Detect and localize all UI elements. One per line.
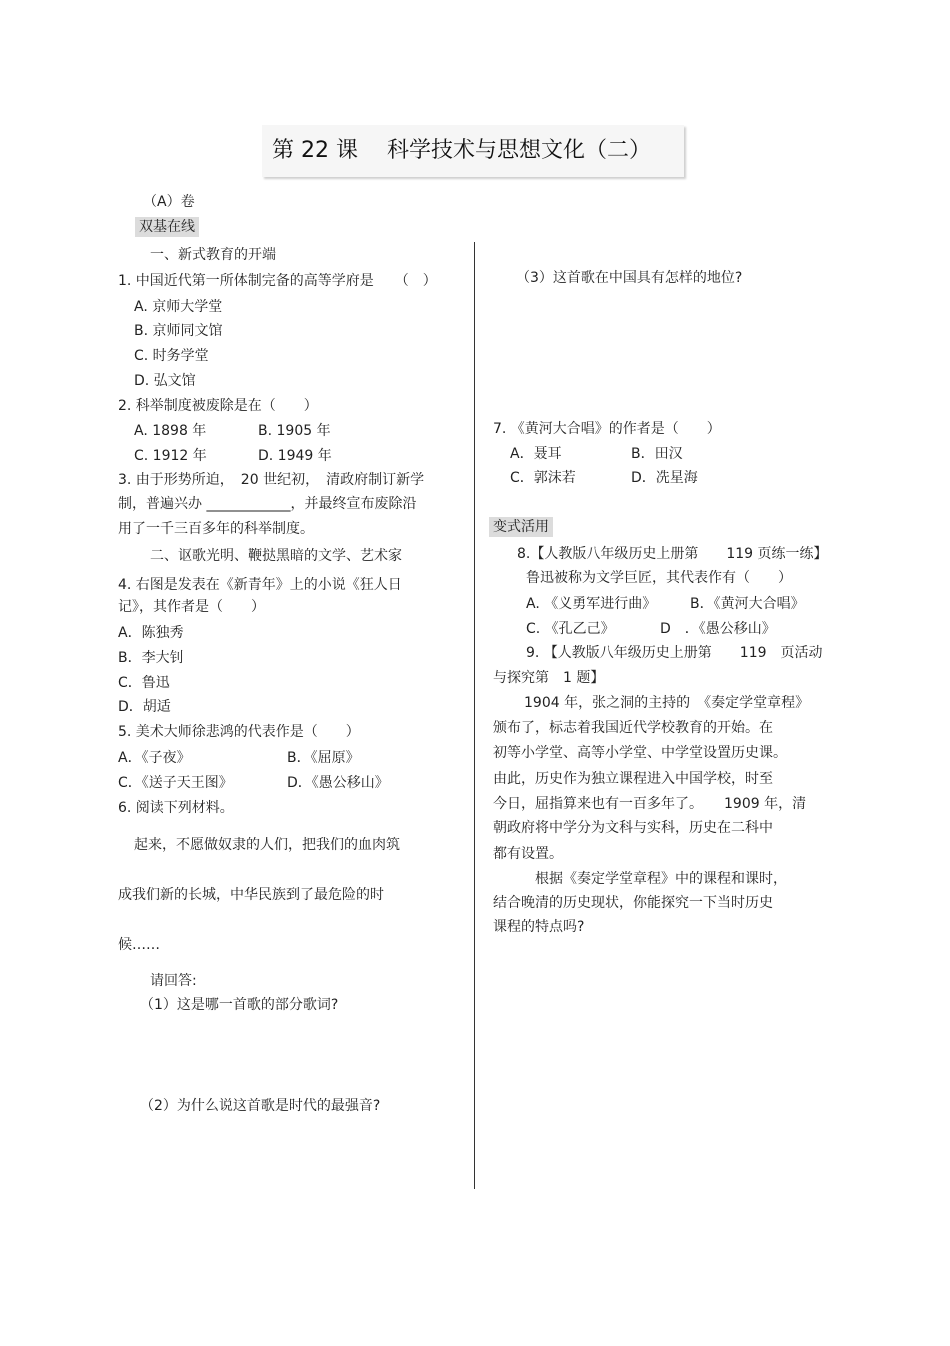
section-heading-1: 一、新式教育的开端 xyxy=(150,247,276,263)
question-4-line2: 记》，其作者是（ ） xyxy=(118,599,265,615)
question-6-2: （2）为什么说这首歌是时代的最强音? xyxy=(140,1098,381,1114)
section-tag-variant: 变式活用 xyxy=(489,517,553,537)
q2-option-c: C. 1912 年 xyxy=(134,448,207,464)
question-2: 2. 科举制度被废除是在（ ） xyxy=(118,398,318,414)
q7-option-c: C．郭沫若 xyxy=(510,470,576,486)
q4-option-d: D．胡适 xyxy=(118,699,171,715)
question-6: 6. 阅读下列材料。 xyxy=(118,800,234,816)
q9-passage-3: 初等小学堂、高等小学堂、中学堂设置历史课。 xyxy=(493,745,787,761)
q4-option-b: B．李大钊 xyxy=(118,650,184,666)
q9-passage-9: 结合晚清的历史现状，你能探究一下当时历史 xyxy=(493,895,773,911)
q1-option-d: D. 弘文馆 xyxy=(134,373,196,389)
q1-option-a: A. 京师大学堂 xyxy=(134,299,223,315)
q9-passage-10: 课程的特点吗? xyxy=(493,919,585,935)
q9-passage-7: 都有设置。 xyxy=(493,846,563,862)
q1-option-c: C. 时务学堂 xyxy=(134,348,209,364)
q8-option-a: A. 《义勇军进行曲》 xyxy=(526,596,657,612)
question-9-line2: 与探究第 1 题】 xyxy=(493,670,605,686)
lyric-line-1: 起来，不愿做奴隶的人们，把我们的血肉筑 xyxy=(134,837,400,853)
q2-option-d: D. 1949 年 xyxy=(258,448,332,464)
question-6-1: （1）这是哪一首歌的部分歌词? xyxy=(140,997,339,1013)
q7-option-d: D．冼星海 xyxy=(631,470,698,486)
question-3-line3: 用了一千三百多年的科举制度。 xyxy=(118,521,314,537)
section-tag-basics: 双基在线 xyxy=(135,217,199,237)
q1-option-b: B. 京师同文馆 xyxy=(134,323,223,339)
answer-prompt: 请回答: xyxy=(150,973,197,989)
question-4-line1: 4. 右图是发表在《新青年》上的小说《狂人日 xyxy=(118,577,402,593)
q2-option-a: A. 1898 年 xyxy=(134,423,207,439)
page-title: 第 22 课 科学技术与思想文化（二） xyxy=(272,138,651,163)
q8-option-c: C. 《孔乙己》 xyxy=(526,621,615,637)
section-heading-2: 二、讴歌光明、鞭挞黑暗的文学、艺术家 xyxy=(150,548,402,564)
q8-option-b: B．《黄河大合唱》 xyxy=(690,596,805,612)
question-5: 5. 美术大师徐悲鸿的代表作是（ ） xyxy=(118,724,360,740)
q5-option-a: A．《子夜》 xyxy=(118,750,191,766)
question-8-line2: 鲁迅被称为文学巨匠，其代表作有（ ） xyxy=(526,570,792,586)
question-3-line1: 3. 由于形势所迫， 20 世纪初， 清政府制订新学 xyxy=(118,472,425,488)
q4-option-c: C．鲁迅 xyxy=(118,675,170,691)
question-7: 7. 《黄河大合唱》的作者是（ ） xyxy=(493,421,721,437)
q5-option-b: B．《屈原》 xyxy=(287,750,360,766)
q9-passage-6: 朝政府将中学分为文科与实科，历史在二科中 xyxy=(493,820,773,836)
question-6-3: （3）这首歌在中国具有怎样的地位? xyxy=(516,270,743,286)
q9-passage-5: 今日，屈指算来也有一百多年了。 1909 年，清 xyxy=(493,796,807,812)
lyric-line-2: 成我们新的长城，中华民族到了最危险的时 xyxy=(118,887,384,903)
question-9-line1: 9. 【人教版八年级历史上册第 119 页活动 xyxy=(526,645,823,661)
question-1: 1. 中国近代第一所体制完备的高等学府是 （ ） xyxy=(118,273,437,289)
q7-option-a: A．聂耳 xyxy=(510,446,562,462)
q9-passage-2: 颁布了，标志着我国近代学校教育的开始。在 xyxy=(493,720,773,736)
column-divider xyxy=(474,242,475,1189)
q8-option-d: D ．《愚公移山》 xyxy=(660,621,776,637)
q5-option-c: C．《送子天王图》 xyxy=(118,775,233,791)
q9-passage-4: 由此，历史作为独立课程进入中国学校，时至 xyxy=(493,771,773,787)
question-3-line2: 制，普遍兴办 ____________，并最终宣布废除沿 xyxy=(118,496,417,512)
q9-passage-8: 根据《奏定学堂章程》中的课程和课时， xyxy=(535,871,787,887)
q2-option-b: B. 1905 年 xyxy=(258,423,331,439)
q7-option-b: B．田汉 xyxy=(631,446,683,462)
lyric-line-3: 候…… xyxy=(118,937,160,953)
q5-option-d: D．《愚公移山》 xyxy=(287,775,389,791)
q9-passage-1: 1904 年，张之洞的主持的 《奏定学堂章程》 xyxy=(524,695,810,711)
q4-option-a: A．陈独秀 xyxy=(118,625,184,641)
question-8-line1: 8.【人教版八年级历史上册第 119 页练一练】 xyxy=(517,546,828,562)
paper-label: （A）卷 xyxy=(143,194,195,210)
